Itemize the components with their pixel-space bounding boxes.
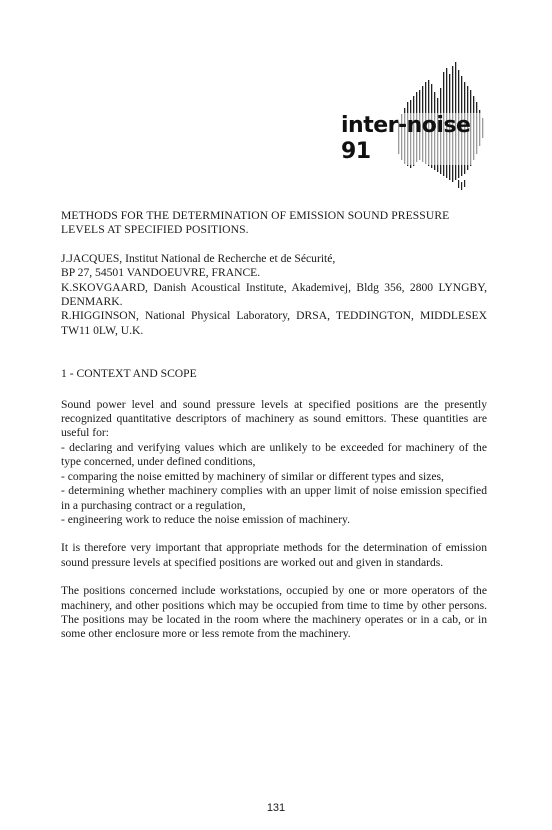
- author-line: J.JACQUES, Institut National de Recherche et de Sécurité,: [61, 251, 336, 265]
- paper-body: [61, 209, 487, 656]
- paragraph: The positions concerned include workstations, occupied by one or more operators of the machinery, and other positions which may be occupied from time to time by other persons. The positions may be located in the room where the machinery operates or in a cab, or in some other enclosure more or less remote from the machinery.: [61, 584, 487, 641]
- list-item: - engineering work to reduce the noise emission of machinery.: [61, 512, 350, 526]
- author-line: K.SKOVGAARD, Danish Acoustical Institute, Akademivej, Bldg 356, 2800 LYNGBY, DENMARK.: [61, 280, 487, 309]
- uses-block: [61, 398, 487, 528]
- logo-bar: [458, 180, 459, 188]
- intro-paragraph: Sound power level and sound pressure levels at specified positions are the presently recognized quantitative descriptors of machinery as sound emittors. These quantities are useful for:: [61, 397, 487, 440]
- author-block: [61, 252, 487, 338]
- logo-bar: [461, 182, 462, 190]
- logo-text: inter-noise 91: [339, 113, 488, 165]
- author-line: R.HIGGINSON, National Physical Laboratory, DRSA, TEDDINGTON, MIDDLESEX TW11 0LW, U.K.: [61, 309, 487, 337]
- paragraph: It is therefore very important that appropriate methods for the determination of emission sound pressure levels at specified positions are worked out and given in standards.: [61, 541, 487, 569]
- list-item: - declaring and verifying values which are unlikely to be exceeded for machinery of the type concerned, under defined conditions,: [61, 440, 487, 469]
- list-item: - determining whether machinery complies with an upper limit of noise emission specified in a purchasing contract or a regulation,: [61, 484, 487, 512]
- logo-bar: [464, 180, 465, 187]
- inter-noise-logo: [336, 62, 488, 192]
- author-line: BP 27, 54501 VANDOEUVRE, FRANCE.: [61, 266, 261, 280]
- paper-title: METHODS FOR THE DETERMINATION OF EMISSION SOUND PRESSURE LEVELS AT SPECIFIED POSITIONS.: [61, 209, 450, 237]
- section-heading: 1 - CONTEXT AND SCOPE: [61, 367, 197, 381]
- page-number: 131: [266, 802, 286, 814]
- list-item: - comparing the noise emitted by machinery of similar or different types and sizes,: [61, 469, 444, 483]
